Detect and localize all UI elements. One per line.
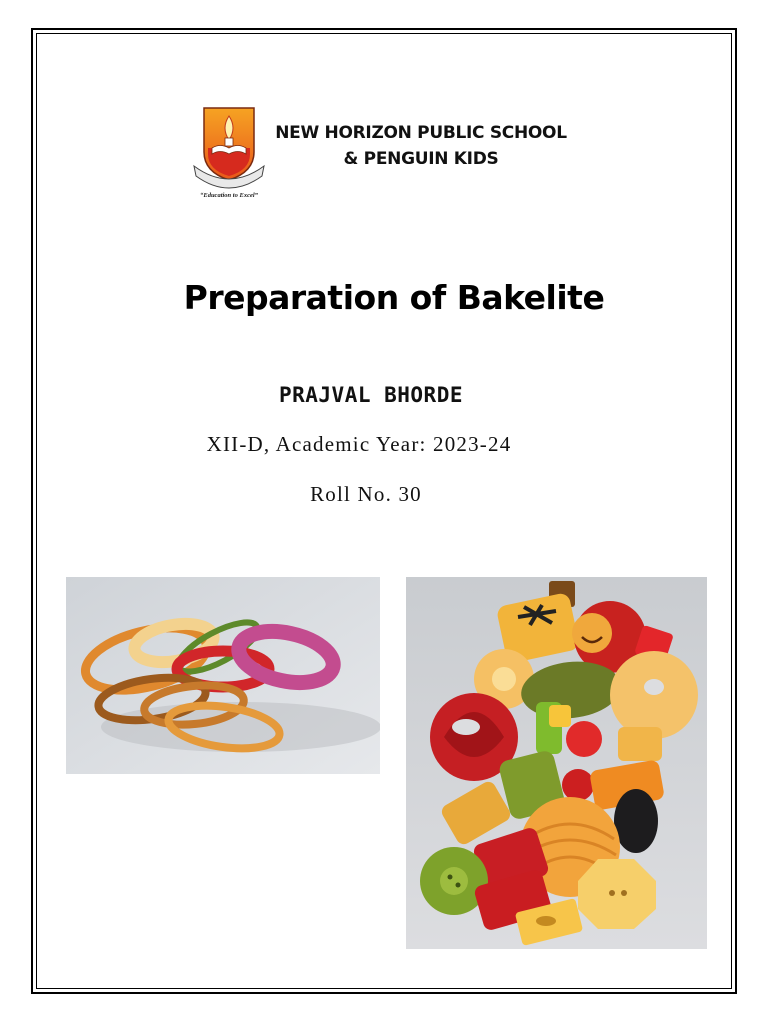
student-name: PRAJVAL BHORDE	[278, 383, 463, 407]
school-name	[262, 120, 580, 172]
school-crest-logo	[188, 106, 270, 200]
bakelite-bangles-photo	[66, 577, 380, 774]
roll-number: Roll No. 30	[310, 482, 422, 506]
school-name-line1: NEW HORIZON PUBLIC SCHOOL	[275, 123, 567, 143]
class-academic-year: XII-D, Academic Year: 2023-24	[206, 432, 512, 456]
project-title: Preparation of Bakelite	[183, 278, 605, 317]
crest-motto: “Education to Excel”	[200, 192, 258, 199]
bakelite-buttons-photo	[406, 577, 707, 949]
school-name-line2: & PENGUIN KIDS	[343, 149, 499, 169]
